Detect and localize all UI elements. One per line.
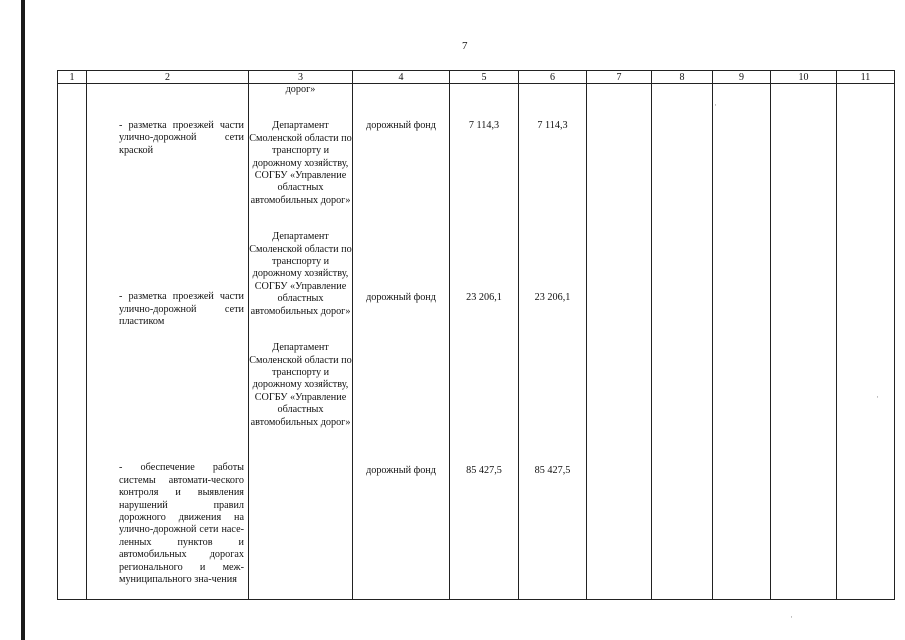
cell-col-1	[58, 84, 87, 600]
carry-over-spacer	[450, 84, 518, 96]
col-header-11: 11	[837, 71, 895, 84]
item-1-col5: 7 114,3	[468, 120, 500, 131]
item-2-source: дорожный фонд	[366, 292, 436, 304]
col-header-9: 9	[713, 71, 771, 84]
scan-speck: ·	[714, 100, 717, 110]
item-2-description: - разметка проезжей части улично-дорожной сети пластиком	[119, 291, 244, 328]
item-1-source: дорожный фонд	[366, 120, 436, 131]
item-3-description: - обеспечение работы системы автомати-ческого контроля и выявления нарушений правил дорожного движения на улично-дорожной сети насе-ленных пунктов и автомобильных дорогах регионального и меж-муниципального зна-чения	[119, 462, 244, 586]
scan-left-edge	[21, 0, 25, 640]
carry-over-spacer	[353, 84, 449, 96]
body-row	[58, 84, 895, 600]
item-3-responsible: Департамент Смоленской области по транспорту и дорожному хозяйству, СОГБУ «Управление областных автомобильных дорог»	[249, 342, 352, 428]
item-3-col5: 85 427,5	[466, 464, 502, 476]
description-cell	[87, 84, 249, 600]
item-1-responsible: Департамент Смоленской области по транспорту и дорожному хозяйству, СОГБУ «Управление областных автомобильных дорог»	[249, 120, 352, 206]
item-3-source: дорожный фонд	[366, 464, 436, 476]
spacer	[450, 305, 518, 441]
cell-col-11	[837, 84, 895, 600]
item-1-description: - разметка проезжей части улично-дорожной сети краской	[119, 120, 244, 156]
item-3-col6: 85 427,5	[534, 464, 571, 476]
col-header-4: 4	[353, 71, 450, 84]
scan-speck: ·	[876, 392, 879, 402]
item-2-col5: 23 206,1	[466, 292, 502, 304]
source-cell	[353, 84, 450, 600]
budget-table	[57, 70, 895, 600]
cell-col-8	[652, 84, 713, 600]
scan-speck: ·	[790, 612, 793, 622]
col-header-2: 2	[87, 71, 249, 84]
col-header-3: 3	[249, 71, 353, 84]
header-row	[58, 71, 895, 84]
carry-over-spacer	[519, 84, 586, 96]
page-number: 7	[462, 40, 468, 52]
spacer	[353, 132, 449, 268]
col5-cell	[450, 84, 519, 600]
spacer	[119, 328, 244, 438]
cell-col-10	[771, 84, 837, 600]
spacer	[119, 157, 244, 267]
col-header-1: 1	[58, 71, 87, 84]
cell-col-9	[713, 84, 771, 600]
col-header-7: 7	[587, 71, 652, 84]
carry-over-spacer	[119, 84, 244, 96]
col-header-5: 5	[450, 71, 519, 84]
item-1-col6: 7 114,3	[537, 120, 568, 131]
item-2-responsible: Департамент Смоленской области по транспорту и дорожному хозяйству, СОГБУ «Управление областных автомобильных дорог»	[249, 231, 352, 317]
col-header-6: 6	[519, 71, 587, 84]
item-2-col6: 23 206,1	[534, 292, 571, 304]
responsible-cell	[249, 84, 353, 600]
spacer	[353, 305, 449, 441]
spacer	[519, 132, 586, 268]
col-header-10: 10	[771, 71, 837, 84]
cell-col-7	[587, 84, 652, 600]
spacer	[450, 132, 518, 268]
col-header-8: 8	[652, 71, 713, 84]
carry-over-text: дорог»	[285, 84, 316, 95]
col6-cell	[519, 84, 587, 600]
spacer	[519, 305, 586, 441]
